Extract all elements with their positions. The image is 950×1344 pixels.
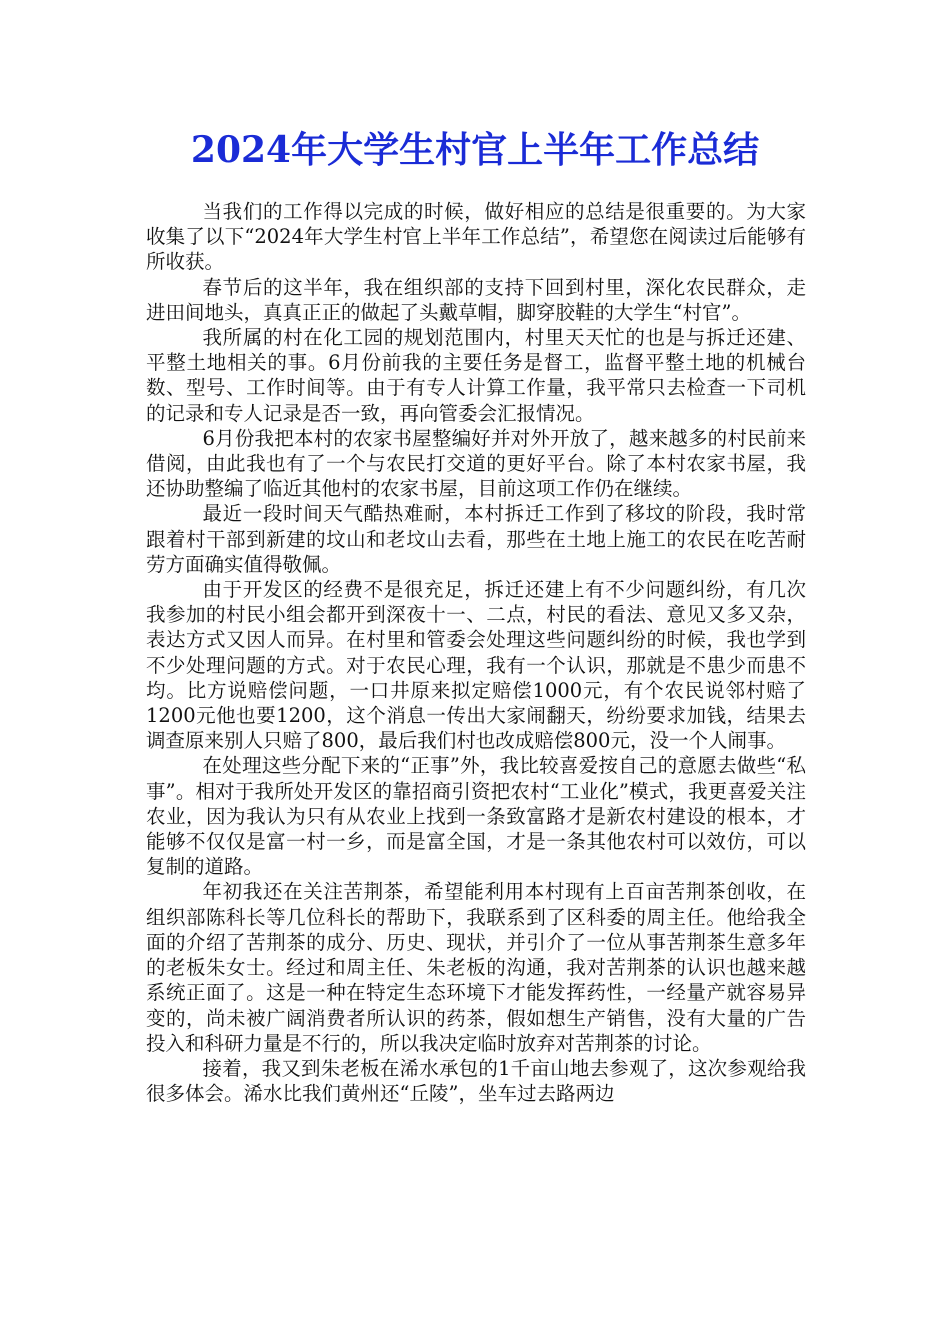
paragraph-spring: 春节后的这半年，我在组织部的支持下回到村里，深化农民群众，走进田间地头，真真正正的做起了头戴草帽，脚穿胶鞋的大学生“村官”。 (146, 275, 806, 324)
paragraph-disputes: 由于开发区的经费不是很充足，拆迁还建上有不少问题纠纷，有几次我参加的村民小组会都开到深夜十一、二点，村民的看法、意见又多又杂，表达方式又因人而异。在村里和管委会处理这些问题纠纷的时候，我也学到不少处理问题的方式。对于农民心理，我有一个认识，那就是不患少而患不均。比方说赔偿问题，一口井原来拟定赔偿1000元，有个农民说邻村赔了1200元他也要1200，这个消息一传出大家闹翻天，纷纷要求加钱，结果去调查原来别人只赔了800，最后我们村也改成赔偿800元，没一个人闹事。 (146, 578, 806, 753)
document-body (146, 199, 806, 1106)
paragraph-village-work: 我所属的村在化工园的规划范围内，村里天天忙的也是与拆迁还建、平整土地相关的事。6月份前我的主要任务是督工，监督平整土地的机械台数、型号、工作时间等。由于有专人计算工作量，我平常只去检查一下司机的记录和专人记录是否一致，再向管委会汇报情况。 (146, 326, 806, 425)
paragraph-visit: 接着，我又到朱老板在浠水承包的1千亩山地去参观了，这次参观给我很多体会。浠水比我们黄州还“丘陵”，坐车过去路两边 (146, 1056, 806, 1106)
paragraph-library: 6月份我把本村的农家书屋整编好并对外开放了，越来越多的村民前来借阅，由此我也有了一个与农民打交道的更好平台。除了本村农家书屋，我还协助整编了临近其他村的农家书屋，目前这项工作仍在继续。 (146, 426, 806, 501)
paragraph-relocation: 最近一段时间天气酷热难耐，本村拆迁工作到了移坟的阶段，我时常跟着村干部到新建的坟山和老坟山去看，那些在土地上施工的农民在吃苦耐劳方面确实值得敬佩。 (146, 502, 806, 576)
paragraph-tea: 年初我还在关注苦荆茶，希望能利用本村现有上百亩苦荆茶创收，在组织部陈科长等几位科长的帮助下，我联系到了区科委的周主任。他给我全面的介绍了苦荆茶的成分、历史、现状，并引介了一位从事苦荆茶生意多年的老板朱女士。经过和周主任、朱老板的沟通，我对苦荆茶的认识也越来越系统正面了。这是一种在特定生态环境下才能发挥药性，一经量产就容易异变的，尚未被广阔消费者所认识的药茶，假如想生产销售，没有大量的广告投入和科研力量是不行的，所以我决定临时放弃对苦荆茶的讨论。 (146, 880, 806, 1055)
paragraph-intro: 当我们的工作得以完成的时候，做好相应的总结是很重要的。为大家收集了以下“2024年大学生村官上半年工作总结”，希望您在阅读过后能够有所收获。 (146, 200, 806, 274)
document-title: 2024年大学生村官上半年工作总结 (190, 129, 760, 171)
paragraph-agriculture: 在处理这些分配下来的“正事”外，我比较喜爱按自己的意愿去做些“私事”。相对于我所处开发区的靠招商引资把农村“工业化”模式，我更喜爱关注农业，因为我认为只有从农业上找到一条致富路才是新农村建设的根本，才能够不仅仅是富一村一乡，而是富全国，才是一条其他农村可以效仿，可以复制的道路。 (146, 754, 806, 879)
